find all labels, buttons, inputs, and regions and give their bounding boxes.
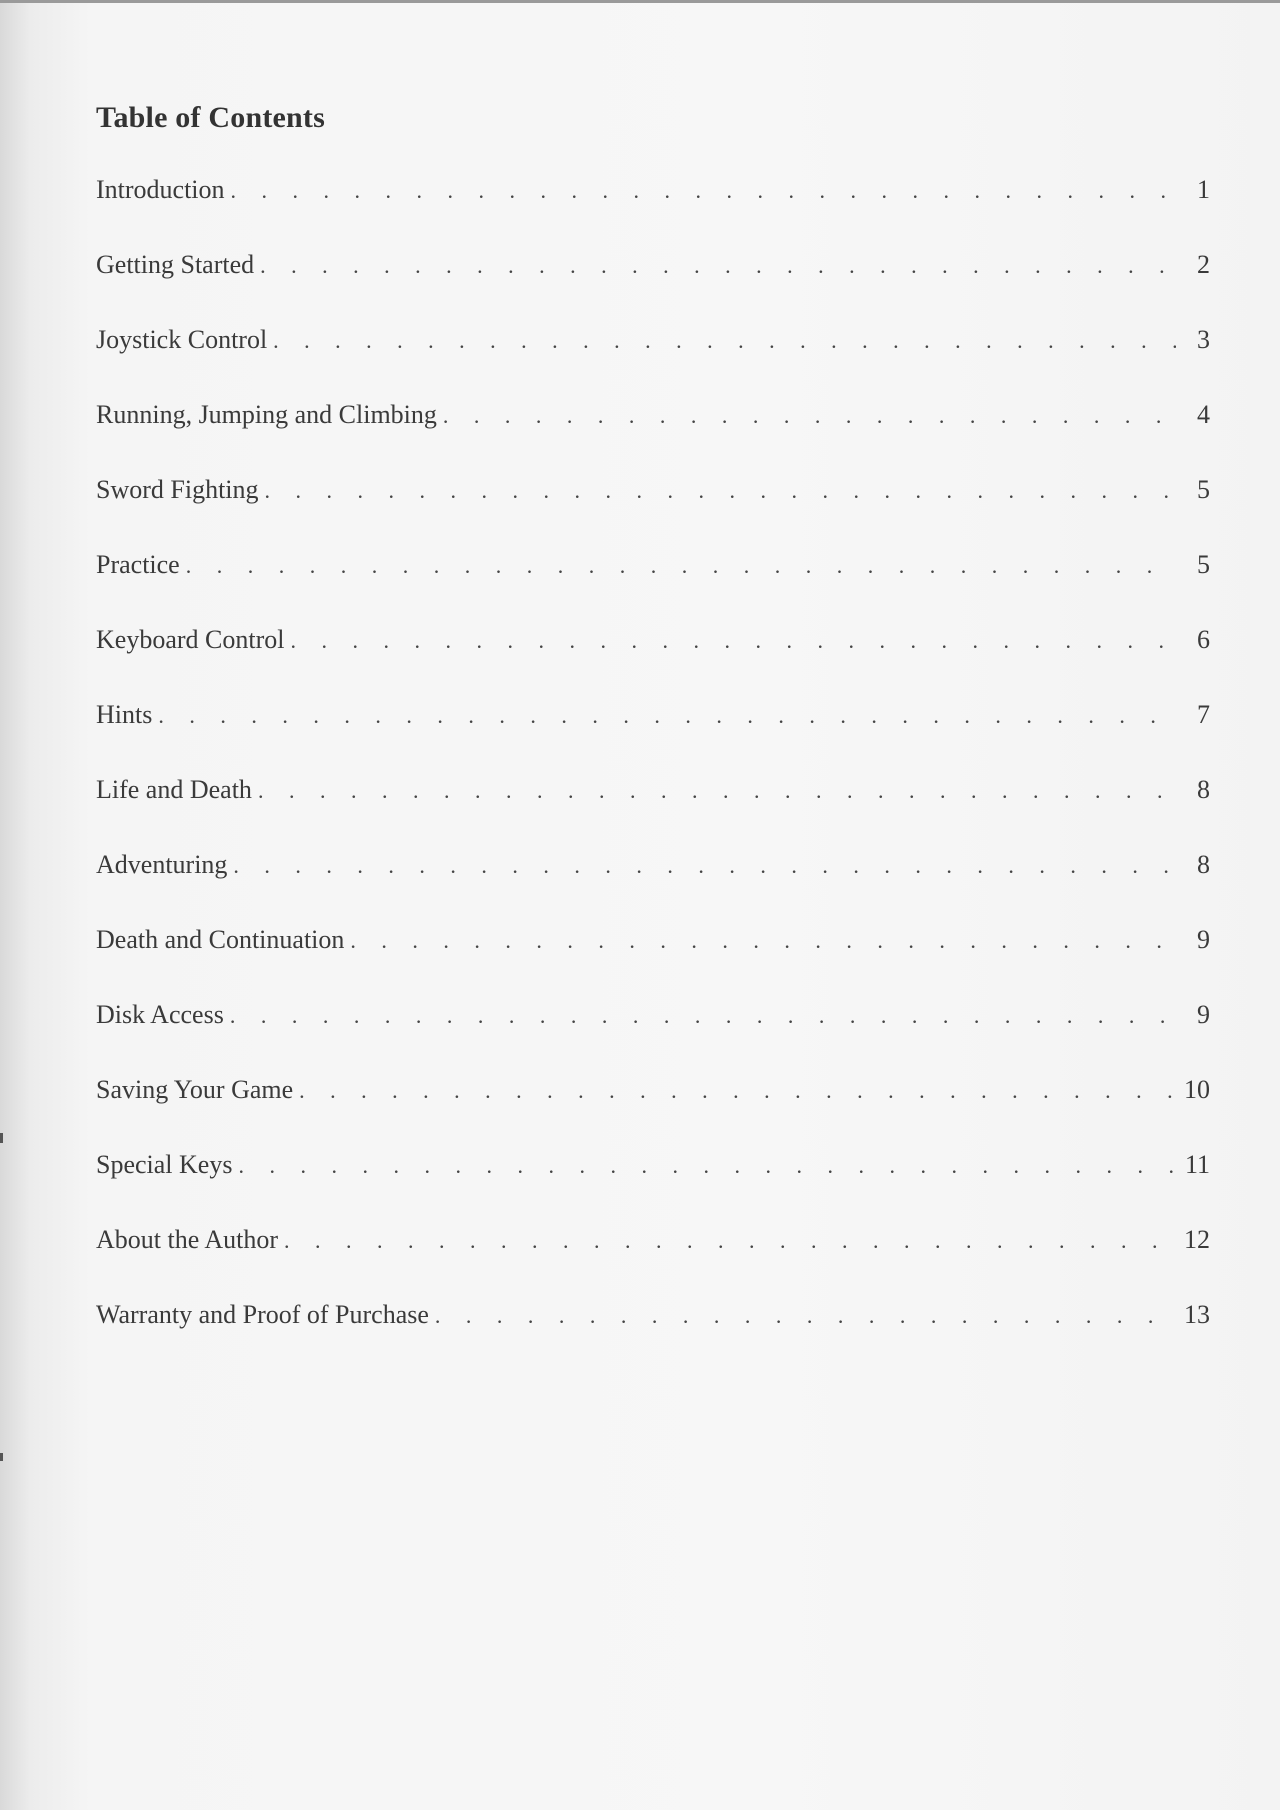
dot-leader (443, 401, 1176, 431)
toc-entry-label: Disk Access (96, 1000, 224, 1029)
dot-leader (258, 776, 1176, 806)
toc-entry-label: Saving Your Game (96, 1075, 294, 1104)
toc-entry-label: Keyboard Control (96, 625, 285, 654)
toc-entry-label: Hints (96, 700, 153, 729)
toc-entry-page: 8 (1197, 775, 1210, 804)
toc-entry-page: 10 (1184, 1075, 1210, 1104)
toc-entry-page: 4 (1197, 400, 1210, 429)
toc-entry-page: 3 (1197, 325, 1210, 354)
toc-entry-page: 5 (1197, 475, 1210, 504)
dot-leader (158, 701, 1176, 731)
toc-entry-label: Warranty and Proof of Purchase (96, 1300, 429, 1329)
toc-entry-page: 5 (1197, 550, 1210, 579)
dot-leader (284, 1226, 1176, 1256)
table-of-contents (96, 175, 1210, 1375)
dot-leader (260, 251, 1176, 281)
dot-leader (238, 1151, 1176, 1181)
toc-entry (96, 1000, 1210, 1075)
dot-leader (299, 1076, 1176, 1106)
toc-entry-label: Sword Fighting (96, 475, 259, 504)
toc-entry-label: Getting Started (96, 250, 255, 279)
page-title: Table of Contents (96, 101, 325, 134)
toc-entry (96, 250, 1210, 325)
toc-entry (96, 625, 1210, 700)
dot-leader (230, 1001, 1176, 1031)
toc-entry-page: 8 (1197, 850, 1210, 879)
toc-entry (96, 1225, 1210, 1300)
toc-entry-page: 7 (1197, 700, 1210, 729)
toc-entry (96, 700, 1210, 775)
toc-entry (96, 175, 1210, 250)
toc-entry (96, 475, 1210, 550)
toc-entry (96, 400, 1210, 475)
dot-leader (435, 1301, 1176, 1331)
toc-entry-label: Joystick Control (96, 325, 268, 354)
toc-entry (96, 1075, 1210, 1150)
toc-entry (96, 1150, 1210, 1225)
toc-entry-page: 11 (1184, 1150, 1210, 1179)
toc-entry-label: Special Keys (96, 1150, 233, 1179)
toc-entry (96, 925, 1210, 1000)
toc-entry-label: Death and Continuation (96, 925, 345, 954)
toc-entry-label: Life and Death (96, 775, 252, 804)
toc-entry-label: About the Author (96, 1225, 278, 1254)
toc-entry-page: 1 (1197, 175, 1210, 204)
dot-leader (350, 926, 1176, 956)
page-edge-mark (0, 1133, 3, 1143)
toc-entry-label: Introduction (96, 175, 225, 204)
dot-leader (233, 851, 1176, 881)
toc-entry-page: 9 (1197, 1000, 1210, 1029)
toc-entry (96, 550, 1210, 625)
dot-leader (186, 551, 1176, 581)
toc-entry-label: Running, Jumping and Climbing (96, 400, 437, 429)
page-edge-mark (0, 1453, 3, 1461)
dot-leader (290, 626, 1176, 656)
toc-entry-page: 12 (1184, 1225, 1210, 1254)
toc-entry-label: Adventuring (96, 850, 228, 879)
toc-entry (96, 850, 1210, 925)
toc-entry (96, 325, 1210, 400)
toc-entry-page: 2 (1197, 250, 1210, 279)
toc-entry (96, 1300, 1210, 1375)
dot-leader (265, 476, 1176, 506)
toc-entry-page: 9 (1197, 925, 1210, 954)
dot-leader (231, 176, 1176, 206)
dot-leader (273, 326, 1176, 356)
toc-entry-page: 6 (1197, 625, 1210, 654)
toc-entry-label: Practice (96, 550, 180, 579)
toc-entry-page: 13 (1184, 1300, 1210, 1329)
toc-entry (96, 775, 1210, 850)
